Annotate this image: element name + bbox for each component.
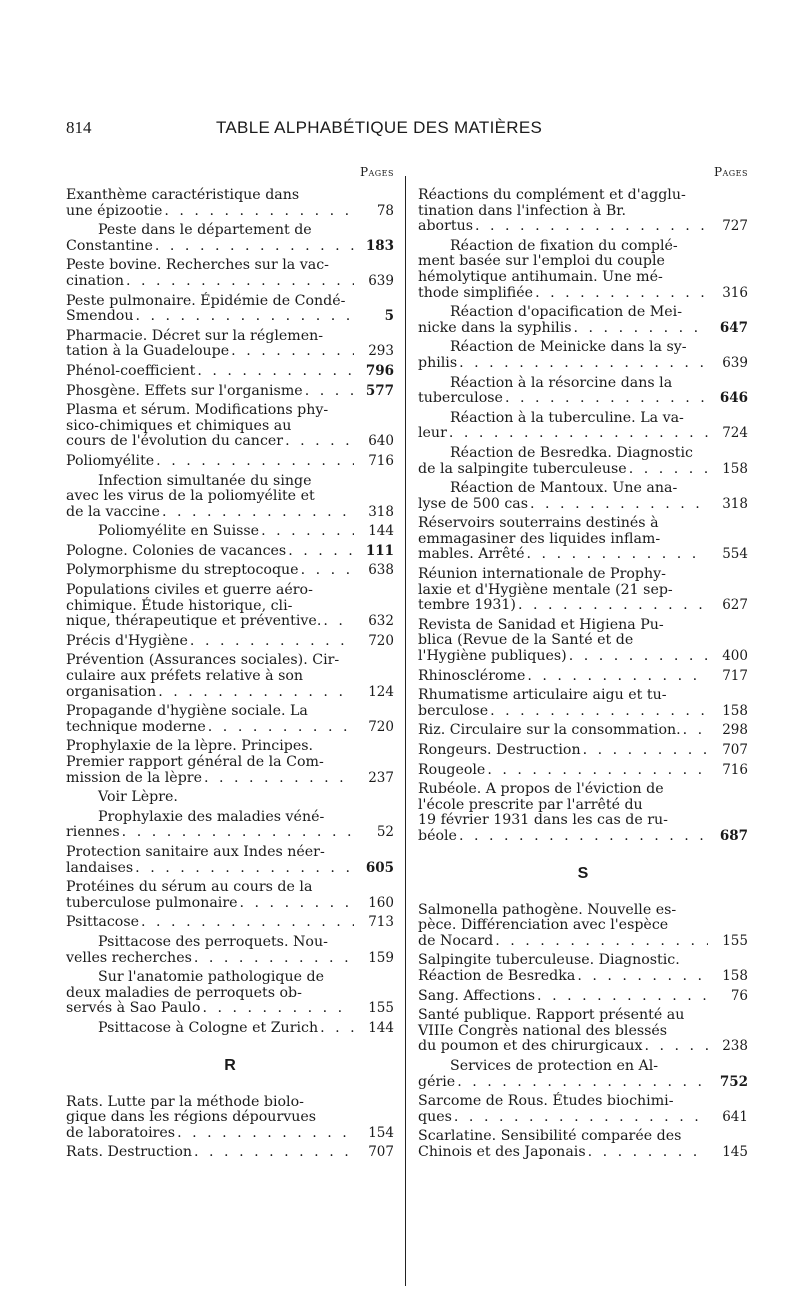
page-title: TABLE ALPHABÉTIQUE DES MATIÈRES — [216, 118, 543, 137]
entry-line: servés à Sao Paulo — [66, 1000, 201, 1017]
index-entry — [418, 340, 748, 371]
page-ref: 76 — [730, 987, 748, 1004]
page-ref: 720 — [368, 632, 394, 649]
index-entry — [66, 364, 394, 380]
entry-line: béole — [418, 827, 457, 844]
index-entry — [66, 1021, 394, 1037]
index-entry — [66, 329, 394, 360]
entry-line: Santé publique. Rapport présenté au — [418, 1007, 685, 1024]
page-ref: 52 — [376, 824, 394, 841]
page-ref: 639 — [368, 272, 394, 289]
entry-line: avec les virus de la poliomyélite et — [66, 488, 315, 505]
entry-line: Plasma et sérum. Modifications phy- — [66, 402, 329, 419]
index-entry — [418, 188, 748, 235]
page-ref: 154 — [368, 1124, 394, 1141]
index-entry — [418, 1008, 748, 1055]
entry-line: tation à la Guadeloupe — [66, 343, 230, 360]
index-entry — [66, 524, 394, 540]
entry-line: Scarlatine. Sensibilité comparée des — [418, 1128, 682, 1145]
entry-line: sico-chimiques et chimiques au — [66, 417, 292, 434]
index-entry — [418, 411, 748, 442]
page-ref: 638 — [368, 562, 394, 579]
entry-line: Peste dans le département de — [98, 222, 312, 239]
entry-line: Réaction de Besredka. Diagnostic — [450, 444, 693, 461]
entry-line: hémolytique antihumain. Une mé- — [418, 268, 663, 285]
leader-dots — [459, 829, 708, 845]
page-ref: 238 — [722, 1038, 748, 1055]
page-ref: 716 — [368, 452, 394, 469]
entry-line: Réactions du complément et d'agglu- — [418, 187, 686, 203]
leader-dots — [645, 1039, 709, 1055]
leader-dots — [320, 1021, 354, 1037]
entry-line: ques — [418, 1108, 452, 1125]
page-ref: 647 — [719, 319, 748, 336]
entry-line: Réaction de Meinicke dans la sy- — [450, 339, 687, 356]
entry-line: laxie et d'Hygiène mentale (21 sep- — [418, 581, 673, 598]
index-entry — [418, 688, 748, 719]
page-ref: 632 — [368, 613, 394, 630]
page-ref: 237 — [368, 769, 394, 786]
page-ref: 183 — [365, 237, 394, 254]
index-entry — [418, 723, 748, 739]
index-entry — [418, 1129, 748, 1160]
entries-list — [418, 188, 748, 845]
index-entry — [66, 454, 394, 470]
leader-dots — [135, 309, 354, 325]
entry-line: de la salpingite tuberculeuse — [418, 460, 627, 477]
index-entry — [418, 1059, 748, 1090]
index-entry — [66, 1145, 394, 1161]
page-ref: 78 — [376, 202, 394, 219]
index-entry — [66, 583, 394, 630]
page-ref: 111 — [365, 542, 394, 559]
index-entry — [418, 516, 748, 563]
page-ref: 707 — [368, 1144, 394, 1161]
page-ref: 298 — [722, 722, 748, 739]
page-ref: 400 — [722, 648, 748, 665]
entry-line: Rubéole. A propos de l'éviction de — [418, 781, 664, 798]
entry-line: Services de protection en Al- — [450, 1057, 659, 1074]
index-entry — [418, 782, 748, 844]
entry-line: Phénol-coefficient — [66, 362, 196, 379]
leader-dots — [301, 563, 354, 579]
leader-dots — [475, 219, 708, 235]
page-ref: 796 — [365, 362, 394, 379]
entry-line: Pologne. Colonies de vacances — [66, 542, 287, 559]
page-ref: 316 — [722, 284, 748, 301]
index-entry — [418, 446, 748, 477]
entry-line: Constantine — [66, 237, 153, 254]
index-entry — [418, 567, 748, 614]
page-ref: 640 — [368, 433, 394, 450]
page-ref: 160 — [368, 894, 394, 911]
entry-line: Sarcome de Rous. Études biochimi- — [418, 1093, 674, 1110]
entry-line: de Nocard — [418, 932, 494, 949]
leader-dots — [158, 685, 354, 701]
entry-line: lyse de 500 cas — [418, 495, 529, 512]
entry-line: Prévention (Assurances sociales). Cir- — [66, 652, 340, 669]
entry-line: riennes — [66, 824, 120, 841]
page-ref: 713 — [368, 914, 394, 931]
index-entry — [418, 903, 748, 950]
page-ref: 727 — [722, 218, 748, 235]
entry-line: une épizootie — [66, 202, 163, 219]
index-entry — [418, 743, 748, 759]
entry-line: Psittacose des perroquets. Nou- — [98, 933, 328, 950]
entry-line: blica (Revue de la Santé et de — [418, 632, 634, 649]
leader-dots — [177, 1126, 354, 1142]
entry-line: mission de la lèpre — [66, 769, 202, 786]
entry-line: Prophylaxie de la lèpre. Principes. — [66, 738, 314, 755]
index-entry — [66, 915, 394, 931]
entry-line: Psittacose à Cologne et Zurich — [98, 1019, 319, 1036]
page-ref: 639 — [722, 354, 748, 371]
page-ref: 144 — [368, 1019, 394, 1036]
leader-dots — [518, 598, 708, 614]
entry-line: tuberculose pulmonaire — [66, 894, 238, 911]
leader-dots — [535, 286, 708, 302]
page-ref: 318 — [722, 495, 748, 512]
index-entry — [418, 763, 748, 779]
entry-line: Réaction de Besredka — [418, 967, 576, 984]
entry-line: Populations civiles et guerre aéro- — [66, 582, 313, 599]
leader-dots — [285, 434, 354, 450]
page-ref: 144 — [368, 523, 394, 540]
index-entry — [418, 376, 748, 407]
page-ref: 5 — [384, 308, 394, 325]
page-ref: 724 — [722, 425, 748, 442]
index-entry — [418, 618, 748, 665]
entry-line: Pharmacie. Décret sur la réglemen- — [66, 327, 324, 344]
entry-line: chimique. Étude historique, cli- — [66, 597, 293, 614]
entry-line: Premier rapport général de la Com- — [66, 754, 324, 770]
entry-line: cination — [66, 272, 124, 289]
index-entry — [66, 970, 394, 1017]
entry-line: tination dans l'infection à Br. — [418, 202, 626, 219]
leader-dots — [457, 1075, 708, 1091]
index-entry — [418, 305, 748, 336]
leader-dots — [156, 454, 354, 470]
page-ref: 155 — [368, 1000, 394, 1017]
entry-line: l'Hygiène publiques) — [418, 648, 567, 665]
entry-line: Rhinosclérome — [418, 667, 526, 684]
index-entry — [66, 474, 394, 521]
page-ref: 717 — [722, 667, 748, 684]
leader-dots — [135, 861, 354, 877]
index-entry — [66, 188, 394, 219]
page-ref: 158 — [722, 460, 748, 477]
leader-dots — [530, 497, 708, 513]
entry-line: Riz. Circulaire sur la consommation. — [418, 722, 681, 739]
leader-dots — [487, 763, 708, 779]
entry-line: l'école prescrite par l'arrêté du — [418, 796, 643, 813]
leader-dots — [197, 364, 354, 380]
entries-list — [66, 188, 394, 1037]
leader-dots — [588, 1145, 708, 1161]
index-entry — [66, 935, 394, 966]
leader-dots — [305, 384, 354, 400]
page-ref: 293 — [368, 343, 394, 360]
page-ref: 124 — [368, 683, 394, 700]
entry-line: deux maladies de perroquets ob- — [66, 984, 302, 1001]
leader-dots — [537, 989, 708, 1005]
page-ref: 752 — [719, 1073, 748, 1090]
index-entry — [66, 294, 394, 325]
entry-line: Protéines du sérum au cours de la — [66, 879, 313, 896]
page-ref: 318 — [368, 503, 394, 520]
entry-line: Propagande d'hygiène sociale. La — [66, 703, 308, 720]
entry-line: Voir Lèpre. — [98, 789, 178, 806]
page-ref: 158 — [722, 967, 748, 984]
leader-dots — [574, 321, 708, 337]
entry-line: culaire aux préfets relative à son — [66, 668, 304, 685]
leader-dots — [288, 544, 354, 560]
leader-dots — [583, 743, 708, 759]
entry-line: Protection sanitaire aux Indes néer- — [66, 843, 325, 860]
leader-dots — [240, 896, 354, 912]
leader-dots — [261, 524, 354, 540]
index-entry — [66, 845, 394, 876]
page-ref: 627 — [722, 597, 748, 614]
section-heading-r: R — [224, 1056, 236, 1074]
leader-dots — [683, 723, 708, 739]
index-entry — [66, 704, 394, 735]
leader-dots — [629, 462, 708, 478]
entry-line: organisation — [66, 683, 157, 700]
entry-line: philis — [418, 354, 458, 371]
entry-line: Réaction à la tuberculine. La va- — [450, 409, 684, 426]
entry-line: tembre 1931) — [418, 597, 516, 614]
section-heading-s: S — [577, 864, 589, 882]
entry-line: de laboratoires — [66, 1124, 176, 1141]
index-column-right — [418, 165, 748, 1164]
entry-line: Exanthème caractéristique dans — [66, 187, 300, 203]
index-entry — [418, 481, 748, 512]
index-entry — [66, 223, 394, 254]
page-ref: 720 — [368, 718, 394, 735]
entry-line: Rats. Lutte par la méthode biolo- — [66, 1093, 304, 1110]
index-entry — [66, 384, 394, 400]
page-ref: 646 — [719, 390, 748, 407]
entry-line: Poliomyélite en Suisse — [98, 523, 260, 540]
leader-dots — [141, 915, 354, 931]
entry-line: Salpingite tuberculeuse. Diagnostic. — [418, 952, 680, 969]
entry-line: Réaction d'opacification de Mei- — [450, 304, 682, 321]
entry-line: thode simplifiée — [418, 284, 534, 301]
leader-dots — [164, 204, 354, 220]
index-entry — [418, 953, 748, 984]
entry-line: tuberculose — [418, 390, 503, 407]
pages-label: Pages — [359, 165, 394, 179]
entry-line: berculose — [418, 702, 489, 719]
entry-line: Réaction à la résorcine dans la — [450, 374, 673, 391]
entries-list-s — [418, 903, 748, 1161]
leader-dots — [194, 1145, 354, 1161]
entry-line: gérie — [418, 1073, 456, 1090]
leader-dots — [505, 391, 708, 407]
page-header — [66, 118, 746, 142]
leader-dots — [190, 634, 354, 650]
index-entry — [66, 880, 394, 911]
entry-line: VIIIe Congrès national des blessés — [418, 1022, 668, 1039]
entry-line: cours de l'évolution du cancer — [66, 433, 284, 450]
leader-dots — [527, 547, 708, 563]
index-entry — [66, 563, 394, 579]
leader-dots — [527, 669, 708, 685]
index-entry — [418, 669, 748, 685]
leader-dots — [204, 771, 354, 787]
leader-dots — [202, 1001, 354, 1017]
entry-line: Prophylaxie des maladies véné- — [98, 808, 325, 825]
leader-dots — [459, 356, 708, 372]
entry-line: leur — [418, 425, 447, 442]
entry-line: pèce. Différenciation avec l'espèce — [418, 917, 669, 934]
entry-line: gique dans les régions dépourvues — [66, 1109, 317, 1126]
leader-dots — [449, 426, 708, 442]
entry-line: Peste bovine. Recherches sur la vac- — [66, 257, 329, 274]
entry-line: nicke dans la syphilis — [418, 319, 572, 336]
page-ref: 577 — [365, 382, 394, 399]
index-entry — [66, 790, 394, 806]
entry-line: Phosgène. Effets sur l'organisme — [66, 382, 303, 399]
leader-dots — [495, 934, 708, 950]
leader-dots — [126, 274, 354, 290]
entry-line: landaises — [66, 859, 134, 876]
entry-line: Rats. Destruction — [66, 1144, 193, 1161]
leader-dots — [194, 951, 354, 967]
page-ref: 707 — [722, 742, 748, 758]
entry-line: Salmonella pathogène. Nouvelle es- — [418, 901, 677, 918]
entry-line: Sur l'anatomie pathologique de — [98, 969, 325, 986]
entry-line: Réunion internationale de Prophy- — [418, 566, 666, 583]
entry-line: velles recherches — [66, 949, 192, 966]
index-entry — [66, 634, 394, 650]
entry-line: abortus — [418, 218, 473, 235]
entry-line: Réaction de fixation du complé- — [450, 237, 678, 254]
page-ref: 158 — [722, 702, 748, 719]
index-entry — [418, 239, 748, 301]
entry-line: technique moderne — [66, 718, 206, 735]
entry-line: 19 février 1931 dans les cas de ru- — [418, 812, 668, 829]
leader-dots — [454, 1110, 708, 1126]
page-ref: 159 — [368, 949, 394, 966]
entry-line: ment basée sur l'emploi du couple — [418, 253, 665, 270]
index-entry — [66, 1095, 394, 1142]
entry-line: Rongeurs. Destruction — [418, 742, 581, 758]
page-ref: 687 — [719, 827, 748, 844]
entries-list-r — [66, 1095, 394, 1161]
entry-line: Psittacose — [66, 914, 140, 931]
page-ref: 554 — [722, 546, 748, 563]
entry-line: Polymorphisme du streptocoque — [66, 562, 299, 579]
index-entry — [66, 739, 394, 786]
column-divider — [405, 176, 406, 1286]
leader-dots — [577, 969, 708, 985]
entry-line: Précis d'Hygiène — [66, 632, 188, 649]
entry-line: Revista de Sanidad et Higiena Pu- — [418, 616, 664, 633]
page-number: 814 — [66, 118, 92, 137]
index-entry — [418, 1094, 748, 1125]
leader-dots — [569, 649, 708, 665]
leader-dots — [490, 704, 708, 720]
entry-line: Réaction de Mantoux. Une ana- — [450, 480, 678, 497]
entry-line: Réservoirs souterrains destinés à — [418, 515, 659, 532]
entry-line: du poumon et des chirurgicaux — [418, 1038, 643, 1055]
entry-line: Peste pulmonaire. Épidémie de Condé- — [66, 292, 346, 309]
index-entry — [66, 544, 394, 560]
page-ref: 716 — [722, 761, 748, 778]
index-entry — [66, 810, 394, 841]
entry-line: Poliomyélite — [66, 452, 155, 469]
entry-line: de la vaccine — [66, 503, 160, 520]
entry-line: Smendou — [66, 308, 134, 325]
entry-line: mables. Arrêté — [418, 546, 525, 563]
index-entry — [66, 403, 394, 450]
leader-dots — [122, 825, 354, 841]
leader-dots — [155, 239, 354, 255]
entry-line: Infection simultanée du singe — [98, 472, 312, 489]
page-ref: 641 — [722, 1108, 748, 1125]
entry-line: Sang. Affections — [418, 987, 536, 1004]
index-entry — [418, 989, 748, 1005]
entry-line: nique, thérapeutique et préventive. — [66, 613, 322, 630]
page-ref: 605 — [365, 859, 394, 876]
entry-line: Rougeole — [418, 761, 486, 778]
index-column-left — [66, 165, 394, 1165]
entry-line: emmagasiner des liquides inflam- — [418, 530, 661, 547]
pages-label: Pages — [713, 165, 748, 179]
page-ref: 155 — [722, 932, 748, 949]
index-entry — [66, 258, 394, 289]
leader-dots — [162, 505, 354, 521]
entry-line: Chinois et des Japonais — [418, 1143, 586, 1160]
page-ref: 145 — [722, 1143, 748, 1160]
entry-line: Rhumatisme articulaire aigu et tu- — [418, 687, 667, 704]
leader-dots — [231, 344, 354, 360]
index-entry — [66, 653, 394, 700]
leader-dots — [208, 720, 354, 736]
leader-dots — [323, 614, 354, 630]
